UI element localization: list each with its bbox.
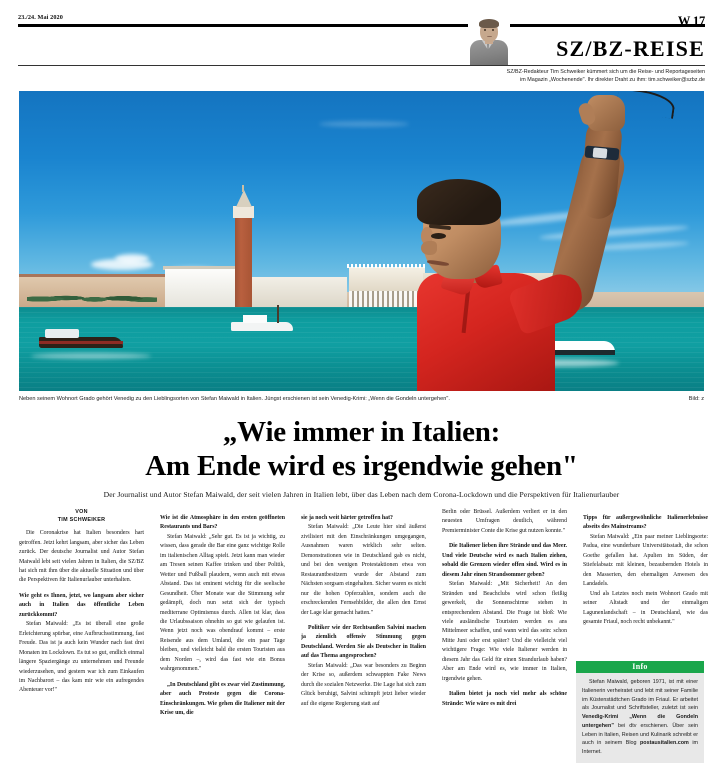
article-subhead: Der Journalist und Autor Stefan Maiwald, der seit vielen Jahren in Italien lebt, über das Leben nach dem Corona-Lockdown und die Perspektiven für Italienurlauber <box>103 490 620 499</box>
info-box-title: Info <box>576 661 704 673</box>
cloud <box>115 254 149 263</box>
question-3-part-1: „In Deutschland gibt es zwar viel Zustimmung, aber auch Proteste gegen die Corona-Einschränkungen. Wie gehen die Italiener mit der Krise um, die <box>160 681 285 717</box>
hair <box>417 179 501 225</box>
question-6-part-1: Italien bietet ja noch viel mehr als schöne Strände: Wie wäre es mit drei <box>442 691 567 707</box>
masthead <box>18 14 705 84</box>
info-text-2: bei dtv erschienen. Über sein Leben in Italien, Reisen und Kulinarik schreibt er auch in seinem Blog <box>582 722 698 747</box>
question-5: Die Italiener lieben ihre Strände und das Meer. Und viele Deutsche wird es nach Italien ziehen, sobald die Grenzen wieder offen sind. Wird es in diesem Jahr einen Strandsommer geben? <box>442 543 567 578</box>
byline <box>19 508 144 524</box>
column-2 <box>160 508 285 748</box>
answer-1: Stefan Maiwald: „Es ist überall eine große Erleichterung spürbar, eine Aufbruchsstimmung, fast Freude. Das ist ja auch kein Wunder nach fast drei Monaten im Lockdown. Es tut so gut, endlich einmal längere Spaziergänge zu unternehmen und Freunde wiederzusehen, und gestern war ich zum Einkaufen im Nachbarort – das kam mir wie ein aufregendes Abenteuer vor!" <box>19 621 144 694</box>
info-box-body <box>576 673 704 763</box>
info-box <box>576 661 704 763</box>
info-blog-url: postausitalien.com <box>640 740 689 747</box>
answer-6-continued: Und als Letztes noch mein Wohnort Grado mit seiner Altstadt und der einmaligen Lagunenlandschaft – in Deutschland, wie das gesamte Friaul, noch recht unbekannt." <box>583 590 708 625</box>
question-6-part-2: Tipps für außergewöhnliche Italienerlebnisse abseits des Mainstreams? <box>583 515 708 531</box>
campanile-belfry <box>233 206 254 218</box>
doges-palace-arcade <box>349 291 425 307</box>
publication-date: 23./24. Mai 2020 <box>18 14 63 21</box>
headline-line-1: „Wie immer in Italien: <box>222 416 501 448</box>
answer-2: Stefan Maiwald: „Sehr gut. Es ist ja wichtig, zu wissen, dass gerade die Bar eine ganz wichtige Rolle im italienischen Alltag spielt. Jetzt kann man wieder am Tresen seinen Kaffee trinken und über Politik, Wetter und Fußball plaudern, wenn auch mit etwas Abstand. Das ist eminent wichtig für die seelische Gesundheit. Über Monate war die Stimmung sehr gedämpft, doch nun setzt sich der typisch mediterrane Optimismus durch. Allen ist klar, dass die Urlaubssaison ohnehin so gut wie gelaufen ist. Wenn jetzt noch was obendrauf kommt – erste Reisende aus dem Umland, die ein paar Tage bleiben, und vielleicht bald die ersten Touristen aus dem Norden –, wird das fast wie ein Bonus wahrgenommen." <box>160 533 285 673</box>
byline-name: TIM SCHWEIKER <box>57 517 106 524</box>
headline-line-2: Am Ende wird es irgendwie gehen" <box>145 449 578 482</box>
paragraph-intro: Die Coronakrise hat Italien besonders hart getroffen. Jetzt kehrt langsam, aber sicher das Leben zurück. Der deutsche Journalist und Autor Stefan Maiwald lebt seit vielen Jahren in Italien, die SZ/BZ hat sich mit ihm über die aktuelle Situation und über die Perspektiven für Italienurlauber unterhalten. <box>19 530 144 584</box>
boat-wake <box>31 353 151 359</box>
editor-portrait <box>468 14 510 66</box>
column-3 <box>301 508 426 748</box>
question-4: Politiker wie der Rechtsaußen Salvini machen ja ziemlich offensiv Stimmung gegen Deutschland. Werden Sie als Deutscher in Italien auf das Thema angesprochen? <box>301 624 426 660</box>
hero-photo <box>19 91 704 391</box>
editor-blurb <box>385 68 705 85</box>
wristwatch-face <box>593 147 608 158</box>
man-in-red-shirt <box>417 91 704 391</box>
info-text-1: Stefan Maiwald, geboren 1971, ist mit einer Italienerin verheiratet und lebt mit seiner Familie im Küstenstädtchen Grado im Friaul. Er arbeitet als Journalist und Schriftsteller, zuletzt ist sein <box>582 679 698 712</box>
answer-4-part-1: Stefan Maiwald: „Das war besonders zu Beginn der Krise so, außerdem schwappten Fake News durch die sozialen Netzwerke. Die Lage hat sich zum Glück beruhigt, Salvini schimpft jetzt lieber wieder auf die eigene Regierung statt auf <box>301 662 426 707</box>
section-title: SZ/BZ-REISE <box>556 36 705 61</box>
boat-mast <box>277 305 279 323</box>
trees <box>27 287 157 307</box>
nose <box>421 241 437 255</box>
column-1 <box>19 508 144 748</box>
eye <box>431 233 446 239</box>
campanile-tower <box>235 213 252 307</box>
question-2: Wie ist die Atmosphäre in den ersten geöffneten Restaurants und Bars? <box>160 515 285 531</box>
answer-6: Stefan Maiwald: „Ein paar meiner Lieblingsorte: Padua, eine wunderbare Universitätsstadt, die schon Goethe gefallen hat. Apulien im Süden, der Stiefelabsatz mit kleinen, bezaubernden Hotels in den Masserien, den ehemaligen Anwesen des Landadels. <box>583 533 708 588</box>
doges-palace-roofline <box>347 264 427 268</box>
article-headline <box>19 416 704 483</box>
white-building <box>165 269 239 307</box>
answer-3: Stefan Maiwald: „Die Leute hier sind äußerst zivilisiert mit den Einschränkungen umgegangen, Ausnahmen waren wirklich sehr selten. Demonstrationen wie in Deutschland gab es nicht, und bei den wenigen Protestaktionen etwa von Restaurantbesitzern wurde der Abstand zum Nächsten sorgsam eingehalten. Sicher waren es nicht nur die hohen Opferzahlen, sondern auch die erschreckenden Fernsehbilder, die allen den Ernst der Lage klar gemacht hatten." <box>301 524 426 616</box>
answer-4-part-2: Berlin oder Brüssel. Außerdem verliert er in den neuesten Umfragen deutlich, während Premierminister Conte die Krise gut nutzen konnte." <box>442 509 567 534</box>
campanile-spire <box>236 190 252 207</box>
masthead-rule-thin <box>18 65 705 66</box>
photo-caption: Neben seinem Wohnort Grado gehört Venedig zu den Lieblingsorten von Stefan Maiwald in Italien. Jüngst erschienen ist sein Venedig-Krimi: „Wenn die Gondeln untergehen". <box>19 396 450 402</box>
answer-5: Stefan Maiwald: „Mit Sicherheit! An den Stränden und Beachclubs wird schon fleißig gewerkelt, die Sonnenschirme stehen in entsprechendem Abstand. Die Frage ist bloß: Wie viele ausländische Touristen werden es ans Mittelmeer schaffen, und wann wird das sein: schon Mitte Juni oder erst später? Und die vielleicht viel wichtigere Frage: Wie viele Italiener werden in diesem Jahr das Geld für einen Strandurlaub haben? Aber am Ende wird es, wie immer in Italien, irgendwie gehen. <box>442 581 567 682</box>
boat-stripe <box>39 341 123 344</box>
boat-cabin <box>243 315 267 323</box>
editor-blurb-line1: SZ/BZ-Redakteur Tim Schweiker kümmert sich um die Reise- und Reportageseiten <box>506 69 705 75</box>
boat-cabin <box>45 329 79 338</box>
info-text-3: im Internet. <box>582 740 699 755</box>
byline-prefix: VON <box>75 509 88 515</box>
waterfront-building <box>237 277 347 307</box>
info-box-paragraph <box>582 678 698 757</box>
info-book-title: Venedig-Krimi „Wenn die Gondeln untergehen" <box>582 714 698 729</box>
editor-blurb-line2: im Magazin „Wochenende". Ihr direkter Draht zu ihm: tim.schweiker@szbz.de <box>520 77 705 84</box>
campanile-finial <box>242 185 244 192</box>
masthead-rule-thick <box>18 24 705 27</box>
ferry-boat <box>231 322 293 331</box>
forearm <box>579 118 624 221</box>
question-1: Wie geht es Ihnen, jetzt, wo langsam aber sicher auch in Italien das öffentliche Leben zurückkommt? <box>19 592 144 618</box>
photo-caption-row <box>19 396 704 408</box>
cloud <box>319 121 409 127</box>
photo-credit: Bild: z <box>688 396 704 402</box>
column-4 <box>442 508 567 748</box>
page-marker: W 17 <box>677 14 705 28</box>
question-3-part-2: sie ja noch weit härter getroffen hat? <box>301 515 393 521</box>
